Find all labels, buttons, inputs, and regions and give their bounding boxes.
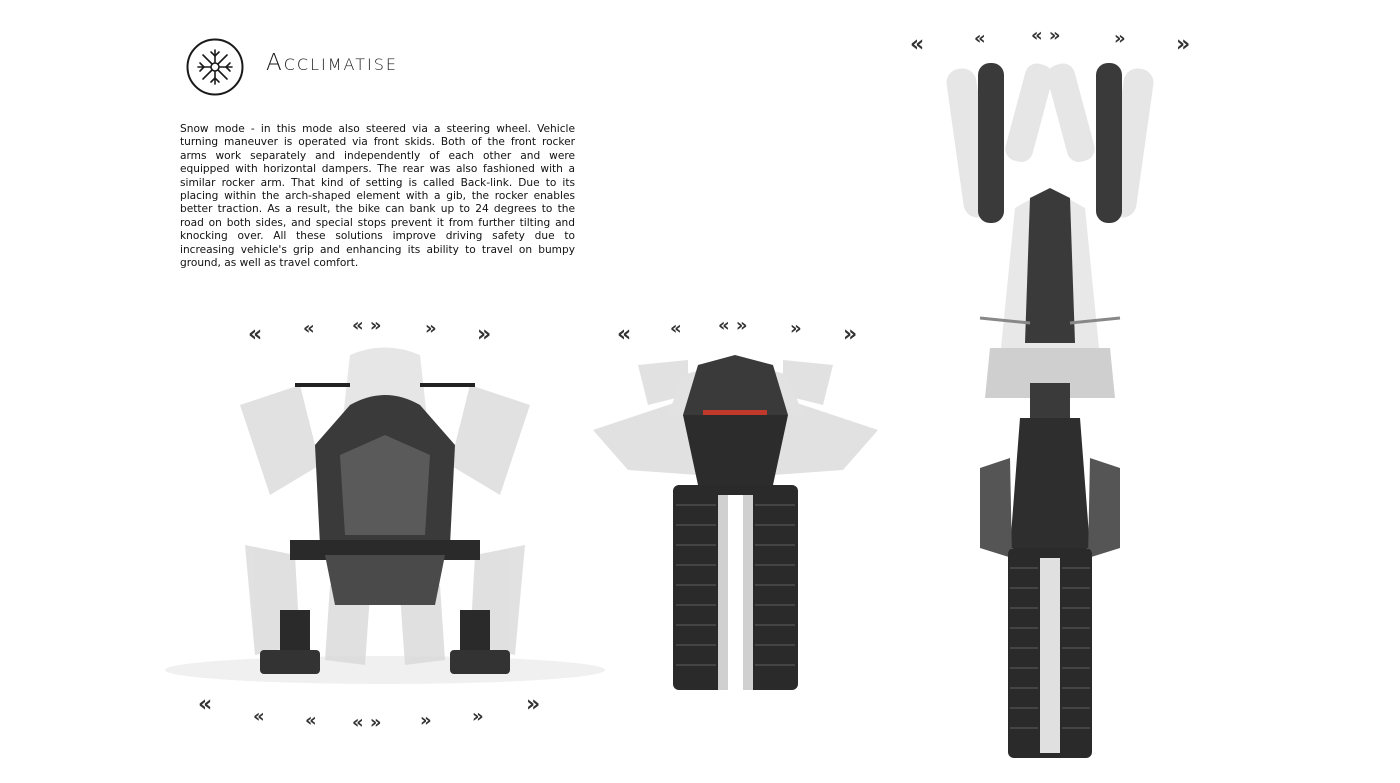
description-text: Snow mode - in this mode also steered via a steering wheel. Vehicle turning maneuver is operated via front skids. Both of the front rocker arms work separately and independently of each other and were equipped with horizontal dampers. The rear was also fashioned with a similar rocker arm. That kind of setting is called Back-link. Due to its placing within the arch-shaped element with a gib, the rocker enables better traction. As a result, the bike can bank up to 24 degrees to the road on both sides, and special stops prevent it from further tilting and knocking over. All these solutions improve driving safety due to increasing vehicle's grip and enhancing its ability to travel on bumpy ground, as well as travel comfort. <box>180 123 575 270</box>
arrow-left: « <box>910 32 925 57</box>
arrow-left: « <box>670 318 682 339</box>
arrow-pair: « » <box>1031 25 1061 46</box>
front-view <box>150 345 620 690</box>
arrow-pair: « » <box>352 315 382 336</box>
rear-view <box>588 355 883 695</box>
arrow-right: » <box>477 322 492 347</box>
snowflake-icon <box>186 38 244 96</box>
arrow-left: « <box>974 28 986 49</box>
top-view <box>950 58 1150 758</box>
arrow-right: » <box>420 710 432 731</box>
arrow-left: « <box>253 706 265 727</box>
arrow-left: « <box>248 322 263 347</box>
arrow-left: « <box>305 710 317 731</box>
arrow-pair: « » <box>352 712 382 733</box>
arrow-right: » <box>526 692 541 717</box>
arrow-right: » <box>790 318 802 339</box>
arrow-left: « <box>303 318 315 339</box>
page-title: Acclimatise <box>266 50 398 76</box>
arrow-right: » <box>1176 32 1191 57</box>
arrow-left: « <box>617 322 632 347</box>
arrow-pair: « » <box>718 315 748 336</box>
arrow-left: « <box>198 692 213 717</box>
arrow-right: » <box>1114 28 1126 49</box>
arrow-right: » <box>472 706 484 727</box>
arrow-right: » <box>843 322 858 347</box>
arrow-right: » <box>425 318 437 339</box>
